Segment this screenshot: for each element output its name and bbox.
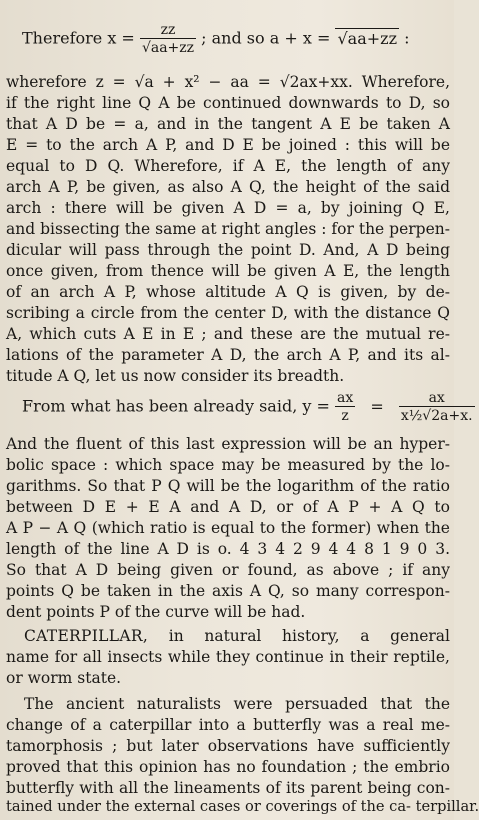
entry-first-line <box>6 626 450 646</box>
formula2-fraction-1 <box>335 390 355 424</box>
formula1-suffix: : <box>404 28 410 48</box>
formula2-frac2-numerator: ax <box>428 390 445 406</box>
text-line: that A D be = a, and in the tangent A E be taken A <box>6 115 450 133</box>
text-line: proved that this opinion has no foundation ; the embrio <box>6 758 450 776</box>
text-line: and bissecting the same at right angles : for the perpen- <box>6 220 450 238</box>
text-line: arch : there will be given A D = a, by joining Q E, <box>6 199 450 217</box>
formula2-fraction-2 <box>399 390 475 424</box>
formula1-middle: ; and so a + x = <box>201 28 331 48</box>
text-line: And the fluent of this last expression will be an hyper- <box>6 435 450 453</box>
formula1-denominator: √aa+zz <box>141 40 195 56</box>
text-line: bolic space : which space may be measured by the lo- <box>6 456 450 474</box>
formula2-equals: = <box>370 396 384 416</box>
text-line: once given, from thence will be given A E, the length <box>6 262 450 280</box>
text-line: E = to the arch A P, and D E be joined : this will be <box>6 136 450 154</box>
text-line: length of the line A D is o. 4 3 4 2 9 4 4 8 1 9 0 3. <box>6 540 450 558</box>
text-line: if the right line Q A be continued downwards to D, so <box>6 94 450 112</box>
entry-definition-start: in natural history, a general <box>168 627 450 645</box>
formula1-numerator: zz <box>160 22 176 38</box>
text-line: A, which cuts A E in E ; and these are the mutual re- <box>6 325 450 343</box>
formula1-radical: √aa+zz <box>337 28 397 48</box>
text-line: lations of the parameter A D, the arch A P, and its al- <box>6 346 450 364</box>
text-line: equal to D Q. Wherefore, if A E, the length of any <box>6 157 450 175</box>
entry-headword: CATERPILLAR, <box>24 627 149 645</box>
text-line: scribing a circle from the center D, with the distance Q <box>6 304 450 322</box>
formula-therefore-x <box>0 22 454 56</box>
text-line: or worm state. <box>6 669 122 687</box>
text-line: tained under the external cases or coverings of the ca- terpillar. <box>6 798 479 815</box>
text-line: of an arch A P, whose altitude A Q is given, by de- <box>6 283 450 301</box>
text-line: A P − A Q (which ratio is equal to the former) when the <box>6 519 450 537</box>
text-line: So that A D being given or found, as above ; if any <box>6 561 450 579</box>
text-line: titude A Q, let us now consider its breadth. <box>6 367 345 385</box>
formula1-prefix: Therefore x = <box>22 28 135 48</box>
formula2-frac1-denominator: z <box>335 406 355 424</box>
formula2-frac1-numerator: ax <box>337 390 354 406</box>
text-line: change of a caterpillar into a butterfly was a real me- <box>6 716 450 734</box>
text-line: wherefore z = √a + x² − aa = √2ax+xx. Wherefore, <box>6 73 450 91</box>
text-line: points Q be taken in the axis A Q, so many correspon- <box>6 582 450 600</box>
formula2-prefix: From what has been already said, y = <box>22 396 330 416</box>
formula2-frac2-denominator: x½√2a+x. <box>400 408 473 424</box>
formula1-fraction <box>140 22 196 56</box>
text-line: between D E + E A and A D, or of A P + A Q to <box>6 498 450 516</box>
text-line: dicular will pass through the point D. And, A D being <box>6 241 450 259</box>
text-line: name for all insects while they continue in their reptile, <box>6 648 450 666</box>
text-line: arch A P, be given, as also A Q, the height of the said <box>6 178 450 196</box>
formula-y-equals <box>0 390 473 424</box>
text-line: tamorphosis ; but later observations have sufficiently <box>6 737 450 755</box>
text-line: dent points P of the curve will be had. <box>6 603 306 621</box>
text-line: The ancient naturalists were persuaded that the <box>24 695 450 713</box>
text-line: butterfly with all the lineaments of its parent being con- <box>6 779 450 797</box>
text-line: garithms. So that P Q will be the logarithm of the ratio <box>6 477 450 495</box>
